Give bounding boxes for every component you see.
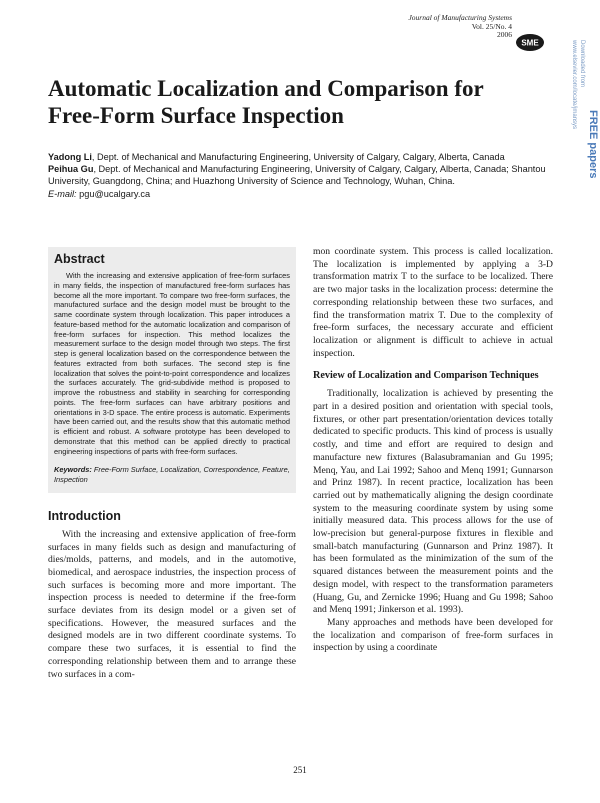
introduction-heading: Introduction	[48, 508, 121, 523]
keywords-list: Free-Form Surface, Localization, Correspondence, Feature, Inspection	[54, 465, 290, 485]
journal-volume: Vol. 25/No. 4	[471, 21, 512, 31]
journal-name: Journal of Manufacturing Systems	[408, 13, 512, 22]
paper-title: Automatic Localization and Comparison for Free-Form Surface Inspection	[48, 76, 484, 128]
author-email	[48, 188, 548, 200]
download-badge[interactable]	[567, 40, 599, 179]
author-2	[48, 163, 548, 187]
right-column	[313, 246, 553, 655]
journal-header	[408, 14, 512, 40]
author-2-name: Peihua Gu	[48, 164, 94, 175]
review-paragraph-1: Traditionally, localization is achieved by presenting the part in a desired position and orientation with special tools, fixtures, or other part presentation/orientation devices totally dedicated to specific products. This kind of process is usually costly, and time and effort are required to design and manufacture new fixtures (Balasubramanian and Gu 1995; Menq, Yau, and Lai 1992; Sahoo and Menq 1991; Gunnarson and Prinz 1987). In recent practice, localization has been carried out by mathematically aligning the design coordinate system to the measuring coordinate system by using some initially measured data. This process allows for the use of low-precision but general-purpose fixtures in flexible and small-batch manufacturing (Gunnarson and Prinz 1987). It has been formulated as the minimization of the sum of the squared distances between the measurement points and the design model, with respect to the transformation parameters (Huang, Gu, and Zernicke 1996; Huang and Gu 1998; Sahoo and Menq 1991; Jinkerson et al. 1993).	[313, 388, 553, 616]
sme-logo-text: SME	[521, 38, 539, 48]
author-2-affiliation: , Dept. of Mechanical and Manufacturing Engineering, University of Calgary, Calgary, Alberta, Canada; Shantou University, Guangdong, China; and Huazhong University of Science and Technology, Wuhan, China.	[48, 164, 546, 187]
journal-year: 2006	[497, 30, 512, 39]
sme-logo	[515, 33, 545, 52]
introduction-paragraph: With the increasing and extensive application of free-form surfaces in many fields such as design and manufacturing of dies/molds, patterns, and models, and in the automotive, biomedical, and aerospace industries, the inspection process of such surfaces is becoming more and more important. The inspection process is needed to determine if the free-form surface deviates from its design model or a given set of specifications. However, the measured surfaces and the designed models are in two different coordinate systems. To compare these two surfaces, it is essential to find the corresponding relationship between them and to arrange these two surfaces in a com-	[48, 528, 296, 680]
author-block	[48, 151, 548, 200]
author-1-name: Yadong Li	[48, 152, 92, 162]
abstract-box	[48, 247, 296, 493]
keywords-label: Keywords:	[54, 465, 92, 475]
badge-url: www.elsevier.com/locate/jmansys	[571, 40, 577, 130]
keywords	[54, 465, 290, 485]
abstract-text: With the increasing and extensive application of free-form surfaces in many fields, the inspection of manufactured free-form surfaces has become all the more important. To compare two free-form surfaces, the manufactured surface and the design model must be brought to the same coordinate system through localization. This paper introduces a feature-based method for the automatic localization and comparison of free-form surfaces for inspection. This method localizes the measurement surface to the design model through two steps. The first step is general localization based on the correspondence between the features extracted from both surfaces. The second step is fine localization that solves the point-to-point correspondence and localizes the surfaces accurately. The grid-subdivide method is proposed to improve the robustness and stability in searching for corresponding points. The free-form surfaces can have arbitrary positions and orientations in 3-D space. The entire process is automatic. Experiments have been carried out, and the results show that this automatic method is efficient and robust. A software prototype has been developed to demonstrate that this method can be applied directly to practical engineering inspections of parts with free-form surfaces.	[54, 271, 290, 456]
badge-free-papers: FREE papers	[587, 110, 599, 179]
author-1-affiliation: , Dept. of Mechanical and Manufacturing Engineering, University of Calgary, Calgary, Alberta, Canada	[91, 152, 505, 162]
author-1	[48, 151, 548, 163]
review-paragraph-2: Many approaches and methods have been developed for the localization and comparison of free-form surfaces in inspection by using a coordinate	[313, 616, 553, 654]
review-heading: Review of Localization and Comparison Techniques	[313, 370, 539, 382]
introduction-paragraph-continued: mon coordinate system. This process is called localization. The localization is implemented by applying a 3-D transformation matrix T to the surface to be localized. There are two major tasks in the localization process: determine the corresponding relationship between these two surfaces, and find the transformation matrix T. Due to the complexity of free-form surfaces, the necessary accurate and efficient localization or alignment is difficult to achieve in actual inspection.	[313, 246, 553, 359]
abstract-heading: Abstract	[54, 252, 105, 266]
email-label: E-mail:	[48, 188, 77, 199]
badge-downloaded: Downloaded from	[579, 40, 585, 88]
left-column	[48, 247, 296, 681]
email-address[interactable]: pgu@ucalgary.ca	[76, 188, 151, 199]
page-number: 251	[293, 765, 307, 775]
